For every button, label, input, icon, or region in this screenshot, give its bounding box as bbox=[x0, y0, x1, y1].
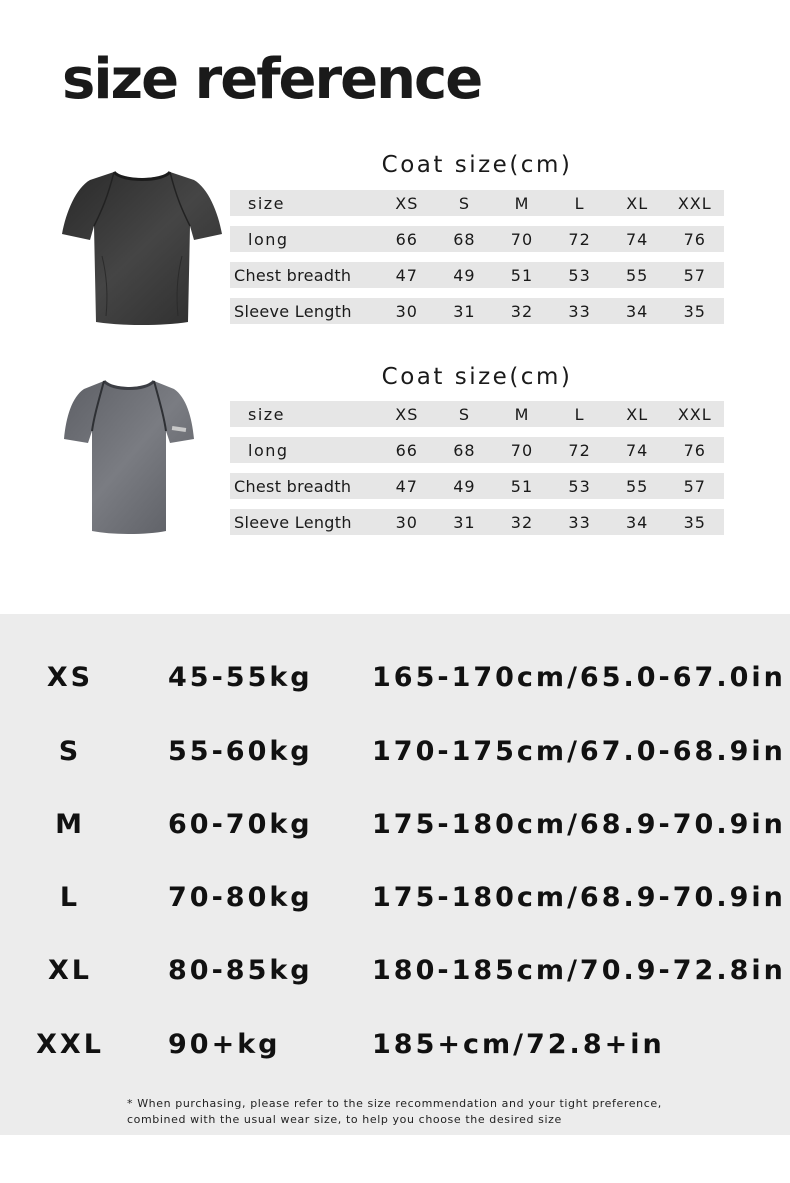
table-cell: 30 bbox=[395, 301, 418, 321]
table-cell: 33 bbox=[568, 512, 591, 532]
rec-weight: 45-55kg bbox=[168, 662, 313, 693]
footnote-line: combined with the usual wear size, to help you choose the desired size bbox=[127, 1113, 562, 1126]
rec-height: 170-175cm/67.0-68.9in bbox=[372, 736, 786, 767]
t-shirt-dark-image bbox=[62, 166, 222, 328]
table-cell: 31 bbox=[453, 512, 476, 532]
coat-size-title: Coat size(cm) bbox=[381, 364, 573, 390]
footnote bbox=[127, 1096, 727, 1128]
table-cell: 66 bbox=[395, 229, 418, 249]
recommendation-row bbox=[0, 1029, 790, 1069]
table-cell: 31 bbox=[453, 301, 476, 321]
table-cell: XXL bbox=[677, 193, 712, 213]
table-row bbox=[230, 473, 724, 499]
row-label: size bbox=[248, 404, 286, 424]
rec-height: 165-170cm/65.0-67.0in bbox=[372, 662, 786, 693]
table-cell: L bbox=[574, 404, 585, 424]
table-row bbox=[230, 509, 724, 535]
rec-weight: 80-85kg bbox=[168, 955, 313, 986]
table-row bbox=[230, 190, 724, 216]
table-cell: 76 bbox=[683, 440, 706, 460]
table-cell: 68 bbox=[453, 229, 476, 249]
rec-size: XS bbox=[46, 662, 94, 693]
table-cell: 57 bbox=[683, 476, 706, 496]
table-cell: 33 bbox=[568, 301, 591, 321]
table-row bbox=[230, 262, 724, 288]
recommendation-row bbox=[0, 882, 790, 922]
table-cell: 32 bbox=[510, 512, 534, 532]
rec-size: XXL bbox=[36, 1029, 104, 1060]
table-cell: 51 bbox=[510, 265, 534, 285]
table-cell: 53 bbox=[568, 265, 591, 285]
t-shirt-grey-image bbox=[62, 375, 196, 535]
table-cell: 53 bbox=[568, 476, 591, 496]
table-cell: 34 bbox=[625, 512, 649, 532]
table-cell: 70 bbox=[510, 440, 534, 460]
table-cell: L bbox=[574, 193, 585, 213]
table-cell: 34 bbox=[625, 301, 649, 321]
table-cell: 72 bbox=[568, 229, 591, 249]
rec-height: 180-185cm/70.9-72.8in bbox=[372, 955, 786, 986]
row-label: long bbox=[248, 440, 289, 460]
coat-size-title: Coat size(cm) bbox=[381, 152, 573, 178]
row-label: Chest breadth bbox=[234, 476, 352, 496]
table-cell: 51 bbox=[510, 476, 534, 496]
row-label: Sleeve Length bbox=[234, 512, 352, 532]
size-recommendation-panel bbox=[0, 614, 790, 1135]
row-label: Chest breadth bbox=[234, 265, 352, 285]
table-cell: 49 bbox=[453, 476, 476, 496]
row-label: long bbox=[248, 229, 289, 249]
rec-size: L bbox=[59, 882, 81, 913]
table-cell: XS bbox=[395, 404, 419, 424]
table-cell: XS bbox=[395, 193, 419, 213]
table-cell: 35 bbox=[683, 512, 706, 532]
table-cell: 74 bbox=[625, 229, 649, 249]
recommendation-row bbox=[0, 809, 790, 849]
table-cell: 72 bbox=[568, 440, 591, 460]
table-row bbox=[230, 401, 724, 427]
rec-height: 185+cm/72.8+in bbox=[372, 1029, 665, 1060]
table-row bbox=[230, 298, 724, 324]
table-cell: 35 bbox=[683, 301, 706, 321]
table-cell: 57 bbox=[683, 265, 706, 285]
table-cell: 55 bbox=[625, 476, 649, 496]
table-cell: 74 bbox=[625, 440, 649, 460]
row-label: size bbox=[248, 193, 286, 213]
rec-size: XL bbox=[47, 955, 93, 986]
rec-height: 175-180cm/68.9-70.9in bbox=[372, 882, 786, 913]
table-cell: XXL bbox=[677, 404, 712, 424]
rec-weight: 55-60kg bbox=[168, 736, 313, 767]
row-label: Sleeve Length bbox=[234, 301, 352, 321]
table-cell: 32 bbox=[510, 301, 534, 321]
table-row bbox=[230, 437, 724, 463]
recommendation-row bbox=[0, 662, 790, 702]
rec-size: S bbox=[58, 736, 82, 767]
table-cell: S bbox=[458, 193, 470, 213]
table-cell: S bbox=[458, 404, 470, 424]
footnote-line: * When purchasing, please refer to the size recommendation and your tight preference, bbox=[127, 1097, 662, 1110]
table-cell: M bbox=[514, 404, 530, 424]
recommendation-row bbox=[0, 736, 790, 776]
table-cell: 55 bbox=[625, 265, 649, 285]
page-title: size reference bbox=[62, 47, 482, 112]
rec-height: 175-180cm/68.9-70.9in bbox=[372, 809, 786, 840]
table-cell: 66 bbox=[395, 440, 418, 460]
table-cell: 68 bbox=[453, 440, 476, 460]
table-cell: XL bbox=[626, 404, 649, 424]
table-cell: 30 bbox=[395, 512, 418, 532]
rec-weight: 90+kg bbox=[168, 1029, 281, 1060]
table-cell: 47 bbox=[395, 265, 418, 285]
table-cell: 76 bbox=[683, 229, 706, 249]
rec-weight: 70-80kg bbox=[168, 882, 313, 913]
rec-size: M bbox=[55, 809, 85, 840]
table-row bbox=[230, 226, 724, 252]
table-cell: 47 bbox=[395, 476, 418, 496]
rec-weight: 60-70kg bbox=[168, 809, 313, 840]
coat-size-table bbox=[230, 401, 724, 545]
table-cell: XL bbox=[626, 193, 649, 213]
table-cell: 49 bbox=[453, 265, 476, 285]
table-cell: M bbox=[514, 193, 530, 213]
recommendation-row bbox=[0, 955, 790, 995]
coat-size-table bbox=[230, 190, 724, 334]
table-cell: 70 bbox=[510, 229, 534, 249]
